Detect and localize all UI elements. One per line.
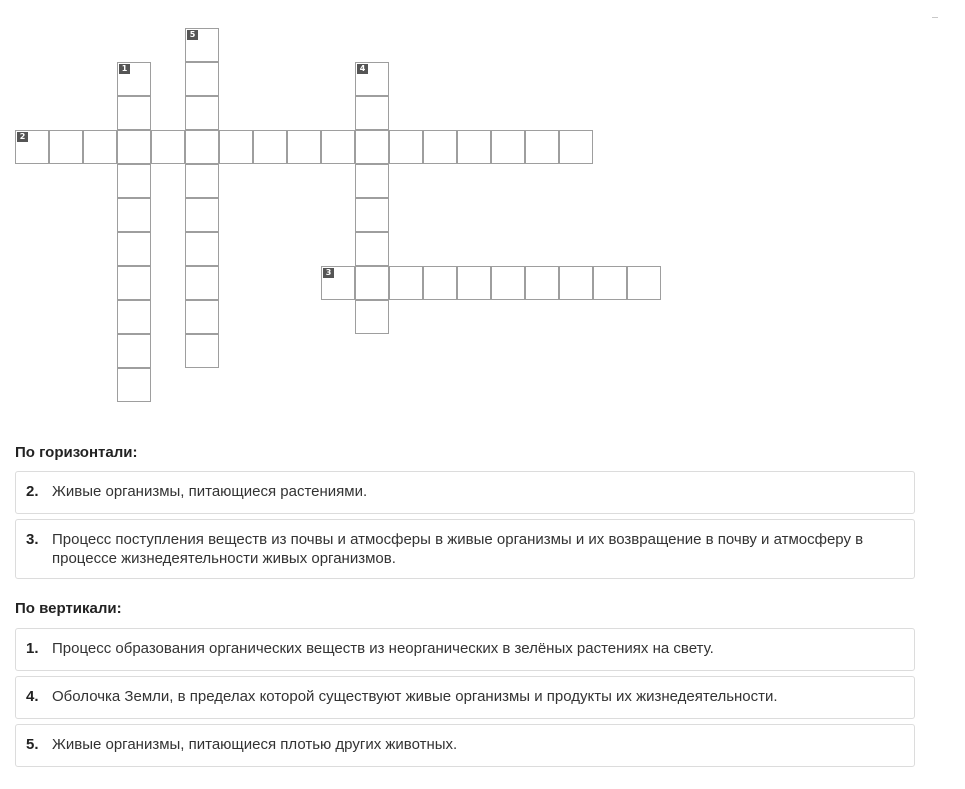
clue-number: 2. <box>26 483 39 500</box>
grid-cell[interactable] <box>117 334 151 368</box>
grid-cell[interactable] <box>185 232 219 266</box>
grid-cell[interactable] <box>185 28 219 62</box>
grid-cell[interactable] <box>355 266 389 300</box>
grid-cell[interactable] <box>83 130 117 164</box>
grid-cell[interactable] <box>117 368 151 402</box>
cell-number: 5 <box>187 30 198 40</box>
clue-across-2[interactable] <box>15 471 915 514</box>
grid-cell[interactable] <box>117 300 151 334</box>
clue-number: 5. <box>26 736 39 753</box>
cell-number: 4 <box>357 64 368 74</box>
grid-cell[interactable] <box>355 164 389 198</box>
grid-cell[interactable] <box>525 266 559 300</box>
grid-cell[interactable] <box>559 130 593 164</box>
grid-cell[interactable] <box>117 164 151 198</box>
grid-cell[interactable] <box>49 130 83 164</box>
grid-cell[interactable] <box>321 130 355 164</box>
grid-cell[interactable] <box>389 130 423 164</box>
cell-number: 3 <box>323 268 334 278</box>
grid-cell[interactable] <box>117 130 151 164</box>
grid-cell[interactable] <box>185 130 219 164</box>
clue-number: 4. <box>26 688 39 705</box>
grid-cell[interactable] <box>253 130 287 164</box>
grid-cell[interactable] <box>627 266 661 300</box>
grid-cell[interactable] <box>185 198 219 232</box>
grid-cell[interactable] <box>423 130 457 164</box>
grid-cell[interactable] <box>117 266 151 300</box>
grid-cell[interactable] <box>151 130 185 164</box>
grid-cell[interactable] <box>185 164 219 198</box>
grid-cell[interactable] <box>457 266 491 300</box>
clue-down-5[interactable] <box>15 724 915 767</box>
grid-cell[interactable] <box>389 266 423 300</box>
grid-cell[interactable] <box>457 130 491 164</box>
grid-cell[interactable] <box>185 266 219 300</box>
grid-cell[interactable] <box>355 96 389 130</box>
grid-cell[interactable] <box>185 300 219 334</box>
grid-cell[interactable] <box>185 334 219 368</box>
grid-cell[interactable] <box>355 130 389 164</box>
down-title: По вертикали: <box>15 600 122 617</box>
grid-cell[interactable] <box>185 62 219 96</box>
clue-down-4[interactable] <box>15 676 915 719</box>
clue-text: Оболочка Земли, в пределах которой существуют живые организмы и продукты их жизнедеятельности. <box>52 688 778 705</box>
grid-cell[interactable] <box>287 130 321 164</box>
grid-cell[interactable] <box>491 130 525 164</box>
clue-number: 3. <box>26 531 39 548</box>
clue-down-1[interactable] <box>15 628 915 671</box>
grid-cell[interactable] <box>559 266 593 300</box>
grid-cell[interactable] <box>117 198 151 232</box>
grid-cell[interactable] <box>185 96 219 130</box>
cell-number: 2 <box>17 132 28 142</box>
grid-cell[interactable] <box>593 266 627 300</box>
grid-cell[interactable] <box>219 130 253 164</box>
grid-cell[interactable] <box>117 62 151 96</box>
across-title: По горизонтали: <box>15 444 138 461</box>
clue-text: Живые организмы, питающиеся растениями. <box>52 483 368 500</box>
grid-cell[interactable] <box>355 232 389 266</box>
grid-cell[interactable] <box>321 266 355 300</box>
grid-cell[interactable] <box>491 266 525 300</box>
grid-cell[interactable] <box>355 300 389 334</box>
grid-cell[interactable] <box>15 130 49 164</box>
grid-cell[interactable] <box>355 62 389 96</box>
clue-across-3[interactable] <box>15 519 915 579</box>
clue-text: Процесс образования органических веществ из неорганических в зелёных растениях на свету. <box>52 640 714 657</box>
grid-cell[interactable] <box>355 198 389 232</box>
cell-number: 1 <box>119 64 130 74</box>
clue-text: Процесс поступления веществ из почвы и атмосферы в живые организмы и их возвращение в почву и атмосферу в процессе жизнедеятельности живых организмов. <box>52 531 864 567</box>
corner-mark <box>932 17 938 18</box>
grid-cell[interactable] <box>525 130 559 164</box>
clue-text: Живые организмы, питающиеся плотью других животных. <box>52 736 458 753</box>
clue-number: 1. <box>26 640 39 657</box>
grid-cell[interactable] <box>117 232 151 266</box>
grid-cell[interactable] <box>117 96 151 130</box>
grid-cell[interactable] <box>423 266 457 300</box>
